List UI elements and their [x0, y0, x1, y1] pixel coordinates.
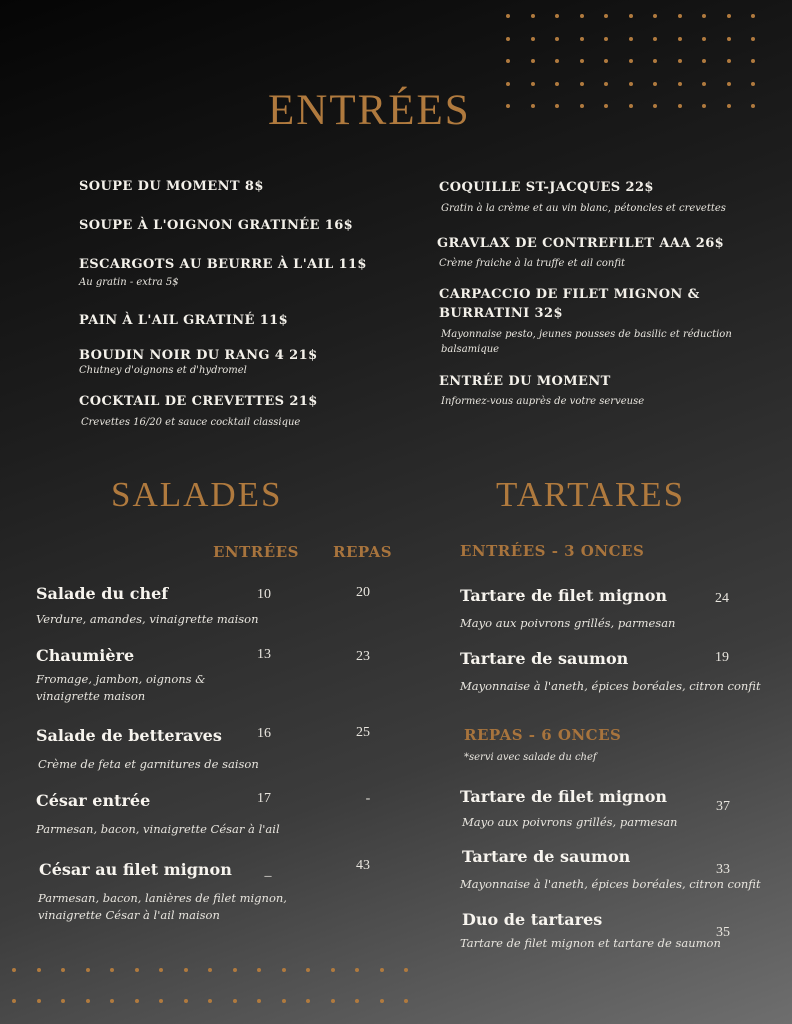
chaumiere-desc: Fromage, jambon, oignons & vinaigrette maison [36, 672, 206, 703]
decorative-dot [135, 999, 139, 1003]
decorative-dot [629, 82, 633, 86]
decorative-dot [751, 82, 755, 86]
decorative-dot [604, 14, 608, 18]
decorative-dot [653, 59, 657, 63]
cesar-filet-desc: Parmesan, bacon, lanières de filet mignon, vinaigrette César à l'ail maison [38, 891, 287, 922]
salades-title: SALADES [111, 475, 283, 514]
decorative-dot [506, 37, 510, 41]
decorative-dot [184, 999, 188, 1003]
decorative-dot [555, 37, 559, 41]
decorative-dot [653, 104, 657, 108]
salade-chef-entree-price: 10 [257, 587, 271, 602]
tartare-saumon-entree-desc: Mayonnaise à l'aneth, épices boréales, citron confit [460, 679, 761, 693]
chaumiere-repas-price: 23 [356, 649, 370, 664]
cesar-filet-name: César au filet mignon [39, 860, 232, 879]
decorative-dot [629, 37, 633, 41]
entree-gravlax: GRAVLAX DE CONTREFILET AAA 26$ [437, 236, 725, 251]
decorative-dot [531, 104, 535, 108]
tartares-title: TARTARES [496, 475, 686, 514]
entree-du-moment: ENTRÉE DU MOMENT [439, 374, 611, 389]
salade-betteraves-repas-price: 25 [356, 725, 370, 740]
decorative-dot [727, 59, 731, 63]
entree-coquille: COQUILLE ST-JACQUES 22$ [439, 180, 654, 195]
decorative-dot [404, 968, 408, 972]
decorative-dot [727, 37, 731, 41]
decorative-dot [282, 968, 286, 972]
tartares-repas-note: *servi avec salade du chef [464, 752, 597, 763]
decorative-dot [727, 14, 731, 18]
decorative-dot [86, 999, 90, 1003]
decorative-dot [678, 59, 682, 63]
entree-pain-ail: PAIN À L'AIL GRATINÉ 11$ [79, 313, 289, 328]
decorative-dot [61, 999, 65, 1003]
entree-carpaccio-desc: Mayonnaise pesto, jeunes pousses de basilic et réduction balsamique [441, 329, 732, 355]
decorative-dot [110, 999, 114, 1003]
decorative-dot [580, 37, 584, 41]
entrees-title: ENTRÉES [268, 87, 471, 134]
decorative-dot [135, 968, 139, 972]
decorative-dot [184, 968, 188, 972]
tartares-repas-heading: REPAS - 6 ONCES [464, 726, 622, 744]
decorative-dot [380, 968, 384, 972]
decorative-dot [604, 104, 608, 108]
decorative-dot [331, 968, 335, 972]
decorative-dot [233, 999, 237, 1003]
salade-chef-name: Salade du chef [36, 584, 169, 603]
decorative-dot [653, 82, 657, 86]
decorative-dot [506, 82, 510, 86]
decorative-dot [751, 14, 755, 18]
decorative-dot [678, 82, 682, 86]
entree-escargots: ESCARGOTS AU BEURRE À L'AIL 11$ [79, 257, 367, 272]
decorative-dot [702, 82, 706, 86]
decorative-dot [331, 999, 335, 1003]
entree-coquille-desc: Gratin à la crème et au vin blanc, pétoncles et crevettes [441, 203, 726, 214]
tartares-entrees-heading: ENTRÉES - 3 ONCES [460, 542, 645, 560]
decorative-dot [604, 37, 608, 41]
decorative-dot [702, 37, 706, 41]
decorative-dot [355, 999, 359, 1003]
decorative-dot [678, 14, 682, 18]
decorative-dot [629, 14, 633, 18]
salade-betteraves-desc: Crème de feta et garnitures de saison [38, 757, 259, 771]
decorative-dot [37, 968, 41, 972]
entree-soupe-moment: SOUPE DU MOMENT 8$ [79, 179, 264, 194]
decorative-dot [751, 59, 755, 63]
decorative-dot [702, 104, 706, 108]
decorative-dot [751, 104, 755, 108]
entree-escargots-desc: Au gratin - extra 5$ [79, 277, 179, 288]
cesar-filet-repas-price: 43 [356, 858, 370, 873]
decorative-dot [555, 104, 559, 108]
chaumiere-entree-price: 13 [257, 647, 271, 662]
decorative-dot [604, 59, 608, 63]
tartare-filet-repas-desc: Mayo aux poivrons grillés, parmesan [462, 815, 678, 829]
decorative-dot [61, 968, 65, 972]
decorative-dot [257, 968, 261, 972]
decorative-dot [208, 999, 212, 1003]
decorative-dot [404, 999, 408, 1003]
duo-tartares-name: Duo de tartares [462, 910, 603, 929]
decorative-dot [727, 82, 731, 86]
decorative-dot [257, 999, 261, 1003]
tartare-filet-entree-name: Tartare de filet mignon [460, 586, 668, 605]
decorative-dot [555, 59, 559, 63]
decorative-dot [110, 968, 114, 972]
entree-boudin: BOUDIN NOIR DU RANG 4 21$ [79, 348, 318, 363]
decorative-dot [678, 104, 682, 108]
entree-du-moment-desc: Informez-vous auprès de votre serveuse [441, 396, 645, 407]
salades-col-repas: REPAS [333, 543, 393, 561]
tartare-filet-entree-desc: Mayo aux poivrons grillés, parmesan [460, 616, 676, 630]
cesar-filet-entree-price: _ [264, 864, 272, 879]
decorative-dot [531, 59, 535, 63]
decorative-dot [629, 104, 633, 108]
decorative-dot [555, 14, 559, 18]
tartare-saumon-repas-name: Tartare de saumon [462, 847, 631, 866]
cesar-entree-repas-price: - [365, 791, 371, 806]
tartare-saumon-entree-price: 19 [715, 650, 729, 665]
decorative-dot [208, 968, 212, 972]
chaumiere-name: Chaumière [36, 646, 135, 665]
salade-betteraves-entree-price: 16 [257, 726, 271, 741]
decorative-dot [531, 82, 535, 86]
entree-cocktail-desc: Crevettes 16/20 et sauce cocktail classique [81, 417, 301, 428]
salades-col-entrees: ENTRÉES [213, 543, 299, 561]
decorative-dot [580, 104, 584, 108]
decorative-dot [653, 14, 657, 18]
decorative-dot [506, 14, 510, 18]
duo-tartares-price: 35 [716, 925, 730, 940]
salade-chef-repas-price: 20 [356, 585, 370, 600]
decorative-dot [580, 59, 584, 63]
entree-boudin-desc: Chutney d'oignons et d'hydromel [79, 365, 247, 376]
decorative-dot [355, 968, 359, 972]
decorative-dot [751, 37, 755, 41]
decorative-dot [702, 59, 706, 63]
decorative-dot [306, 999, 310, 1003]
decorative-dot [702, 14, 706, 18]
decorative-dot [282, 999, 286, 1003]
decorative-dot [86, 968, 90, 972]
decorative-dot [727, 104, 731, 108]
tartare-filet-repas-price: 37 [716, 799, 730, 814]
tartare-filet-entree-price: 24 [715, 591, 729, 606]
entree-cocktail: COCKTAIL DE CREVETTES 21$ [79, 394, 318, 409]
duo-tartares-desc: Tartare de filet mignon et tartare de saumon [460, 936, 721, 950]
decorative-dot [159, 999, 163, 1003]
decorative-dot [506, 104, 510, 108]
decorative-dot [12, 968, 16, 972]
decorative-dot [37, 999, 41, 1003]
decorative-dot [380, 999, 384, 1003]
decorative-dot [580, 14, 584, 18]
decorative-dot [580, 82, 584, 86]
cesar-entree-entree-price: 17 [257, 791, 271, 806]
tartare-saumon-repas-price: 33 [716, 862, 730, 877]
decorative-dot [233, 968, 237, 972]
salade-chef-desc: Verdure, amandes, vinaigrette maison [36, 612, 259, 626]
decorative-dot [653, 37, 657, 41]
tartare-saumon-repas-desc: Mayonnaise à l'aneth, épices boréales, citron confit [460, 877, 761, 891]
decorative-dot [506, 59, 510, 63]
decorative-dot [678, 37, 682, 41]
decorative-dot [604, 82, 608, 86]
decorative-dot [531, 37, 535, 41]
decorative-dot [555, 82, 559, 86]
decorative-dot [629, 59, 633, 63]
decorative-dot [12, 999, 16, 1003]
cesar-entree-name: César entrée [36, 791, 151, 810]
entree-carpaccio-line2: BURRATINI 32$ [439, 306, 563, 321]
cesar-entree-desc: Parmesan, bacon, vinaigrette César à l'ail [36, 822, 280, 836]
salade-betteraves-name: Salade de betteraves [36, 726, 222, 745]
decorative-dot [531, 14, 535, 18]
tartare-saumon-entree-name: Tartare de saumon [460, 649, 629, 668]
entree-soupe-oignon: SOUPE À L'OIGNON GRATINÉE 16$ [79, 218, 354, 233]
entree-gravlax-desc: Crème fraiche à la truffe et ail confit [439, 258, 626, 269]
decorative-dot [159, 968, 163, 972]
decorative-dot [306, 968, 310, 972]
entree-carpaccio: CARPACCIO DE FILET MIGNON & [439, 287, 700, 302]
tartare-filet-repas-name: Tartare de filet mignon [460, 787, 668, 806]
